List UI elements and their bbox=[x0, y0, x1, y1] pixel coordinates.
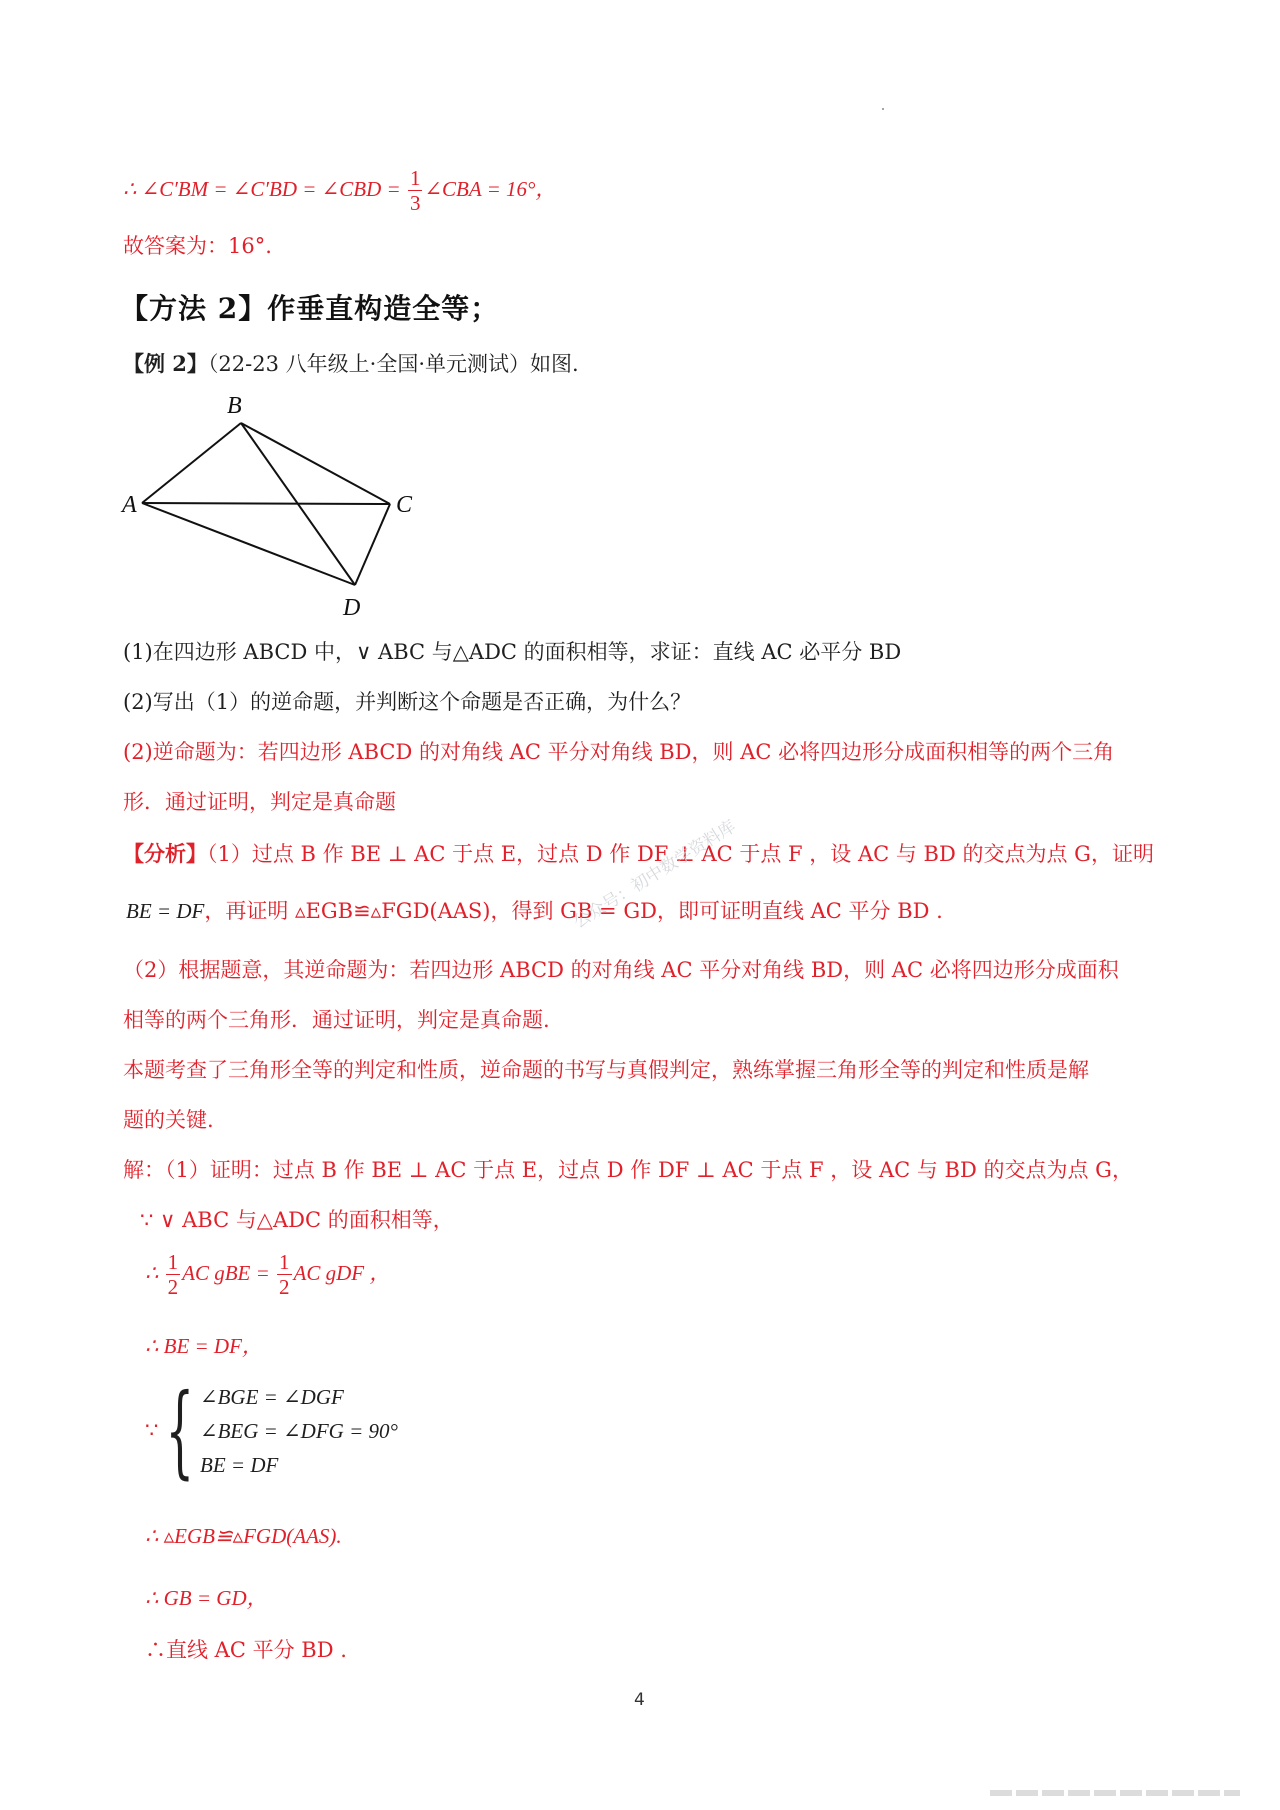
solution-line2: ∵ ∨ ABC 与△ADC 的面积相等， bbox=[140, 1208, 454, 1232]
angle-suffix: ∠CBA = 16°， bbox=[424, 176, 557, 201]
label-D: D bbox=[343, 595, 361, 618]
footer-bar bbox=[990, 1790, 1240, 1796]
equation-system bbox=[145, 1372, 398, 1489]
analysis-line2 bbox=[126, 898, 943, 925]
example2-source: （22-23 八年级上·全国·单元测试）如图. bbox=[207, 352, 579, 376]
area-expr-left: AC gBE = bbox=[182, 1260, 276, 1285]
fraction-half-2 bbox=[277, 1252, 292, 1298]
answer2-line1: (2)逆命题为：若四边形 ABCD 的对角线 AC 平分对角线 BD，则 AC 必将四边形分成面积相等的两个三角 bbox=[123, 740, 1115, 764]
example2-tag: 【例 2】 bbox=[123, 351, 208, 376]
fraction-numerator: 1 bbox=[167, 1250, 179, 1274]
analysis-text2: ，再证明 ▵EGB≌▵FGD(AAS)，得到 GB = GD，即可证明直线 AC 平分 BD . bbox=[204, 899, 943, 923]
left-brace: { bbox=[165, 1372, 195, 1489]
system-line-1: ∠BGE = ∠DGF bbox=[200, 1385, 344, 1409]
system-lines bbox=[200, 1380, 398, 1482]
summary-line1: 本题考查了三角形全等的判定和性质，逆命题的书写与真假判定，熟练掌握三角形全等的判定和性质是解 bbox=[123, 1058, 1089, 1082]
solution-line6: ∴ ▵EGB≌▵FGD(AAS). bbox=[145, 1524, 342, 1548]
analysis-line1 bbox=[123, 840, 1154, 868]
solution-line3 bbox=[145, 1252, 390, 1298]
fraction-numerator: 1 bbox=[279, 1250, 290, 1274]
analysis-text1: （1）过点 B 作 BE ⊥ AC 于点 E，过点 D 作 DF ⊥ AC 于点 F ，设 AC 与 BD 的交点为点 G，证明 bbox=[207, 842, 1154, 866]
method2-title: 【方法 2】作垂直构造全等； bbox=[120, 292, 500, 325]
edge-CD bbox=[355, 504, 390, 585]
solution-line1: 解：（1）证明：过点 B 作 BE ⊥ AC 于点 E，过点 D 作 DF ⊥ AC 于点 F ，设 AC 与 BD 的交点为点 G， bbox=[123, 1158, 1133, 1182]
angle-prefix: ∴ ∠C′BM = ∠C′BD = ∠CBD = bbox=[123, 176, 406, 201]
analysis-tag: 【分析】 bbox=[123, 841, 207, 866]
question2: (2)写出（1）的逆命题，并判断这个命题是否正确，为什么？ bbox=[123, 690, 692, 714]
system-line-3: BE = DF bbox=[200, 1453, 279, 1477]
fraction-one-third bbox=[408, 168, 423, 214]
edge-DA bbox=[142, 503, 355, 585]
label-A: A bbox=[122, 492, 137, 518]
question1: (1)在四边形 ABCD 中，∨ ABC 与△ADC 的面积相等，求证：直线 AC 必平分 BD bbox=[123, 640, 902, 664]
stray-dot bbox=[882, 108, 884, 110]
area-expr-right: AC gDF ， bbox=[293, 1260, 391, 1285]
therefore-angle-line bbox=[123, 168, 556, 214]
solution-line8: ∴直线 AC 平分 BD . bbox=[145, 1638, 347, 1662]
summary-line2: 题的关键. bbox=[123, 1108, 214, 1132]
system-line-2: ∠BEG = ∠DFG = 90° bbox=[200, 1419, 398, 1443]
solution-line7: ∴ GB = GD， bbox=[145, 1586, 268, 1610]
watermark: 公众号：初中数学资料库 bbox=[570, 816, 740, 933]
because-symbol: ∵ bbox=[145, 1418, 159, 1443]
analysis-line4: 相等的两个三角形．通过证明，判定是真命题. bbox=[123, 1008, 550, 1032]
diagonal-AC bbox=[142, 503, 390, 504]
example2-header bbox=[123, 350, 579, 378]
page-number: 4 bbox=[634, 1690, 645, 1710]
fraction-numerator: 1 bbox=[409, 166, 421, 190]
edge-AB bbox=[142, 423, 241, 503]
edge-BC bbox=[241, 423, 390, 504]
therefore-symbol: ∴ bbox=[145, 1260, 159, 1285]
quadrilateral-figure bbox=[115, 388, 435, 618]
fraction-denominator: 3 bbox=[409, 191, 421, 215]
fraction-half-1 bbox=[166, 1252, 181, 1298]
analysis-be-df: BE = DF bbox=[126, 899, 205, 923]
answer2-line2: 形．通过证明，判定是真命题 bbox=[123, 790, 396, 814]
label-B: B bbox=[227, 393, 242, 419]
label-C: C bbox=[396, 492, 413, 518]
fraction-denominator: 2 bbox=[167, 1275, 179, 1299]
analysis-line3: （2）根据题意，其逆命题为：若四边形 ABCD 的对角线 AC 平分对角线 BD，则 AC 必将四边形分成面积 bbox=[123, 958, 1119, 982]
solution-line4: ∴ BE = DF， bbox=[145, 1334, 263, 1358]
answer-line: 故答案为：16°. bbox=[123, 234, 272, 258]
fraction-denominator: 2 bbox=[279, 1275, 290, 1299]
